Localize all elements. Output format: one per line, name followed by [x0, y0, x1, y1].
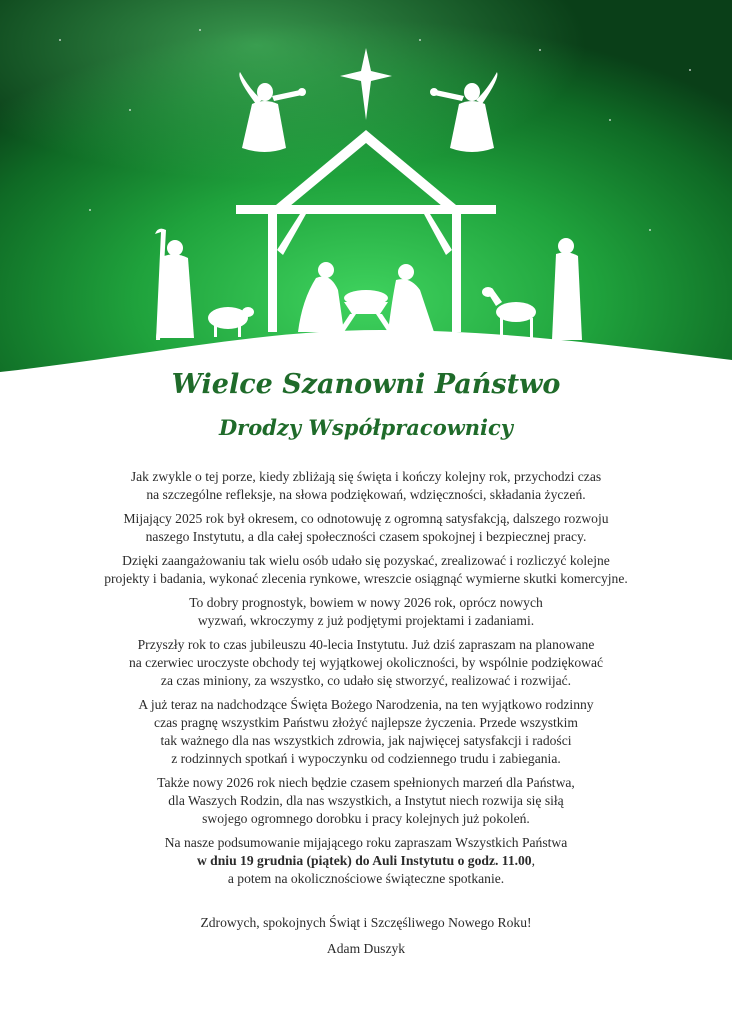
nativity-scene	[0, 0, 732, 400]
invitation-line	[40, 852, 692, 870]
paragraph-line: A już teraz na nadchodzące Święta Bożego Narodzenia, na ten wyjątkowo rodzinny	[138, 697, 594, 712]
paragraph-line: czas pragnę wszystkim Państwu złożyć najlepsze życzenia. Przede wszystkim	[154, 715, 578, 730]
paragraph	[40, 468, 692, 504]
paragraph	[40, 594, 692, 630]
closing-wishes: Zdrowych, spokojnych Świąt i Szczęśliwego Nowego Roku!	[200, 915, 532, 930]
paragraph-line: tak ważnego dla nas wszystkich zdrowia, jak najwięcej satysfakcji i radości	[160, 733, 572, 748]
paragraph-line: naszego Instytutu, a dla całej społeczności czasem spokojnej i bezpiecznej pracy.	[145, 529, 587, 544]
paragraph-line: z rodzinnych spotkań i wypoczynku od codziennego trudu i zabiegania.	[171, 751, 561, 766]
paragraph-line: na czerwiec uroczyste obchody tej wyjątkowej okoliczności, by wspólnie podziękować	[128, 655, 604, 670]
paragraph-line: projekty i badania, wykonać zlecenia rynkowe, wreszcie osiągnąć wymierne skutki komercyjne.	[104, 571, 628, 586]
paragraph-line: za czas miniony, za wszystko, co udało się stworzyć, realizować i rozwijać.	[160, 673, 572, 688]
paragraph	[40, 552, 692, 588]
paragraph	[40, 774, 692, 828]
letter	[0, 368, 732, 958]
paragraph	[40, 510, 692, 546]
paragraph-line: Przyszły rok to czas jubileuszu 40-lecia Instytutu. Już dziś zapraszam na planowane	[137, 637, 595, 652]
paragraph-line: dla Waszych Rodzin, dla nas wszystkich, a Instytut niech rozwija się siłą	[168, 793, 564, 808]
greeting-subtitle: Drodzy Współpracownicy	[218, 415, 514, 440]
letter-body	[0, 468, 732, 888]
paragraph-line: Jak zwykle o tej porze, kiedy zbliżają się święta i kończy kolejny rok, przychodzi czas	[130, 469, 602, 484]
paragraph-line: na szczególne refleksje, na słowa podziękowań, wdzięczności, składania życzeń.	[146, 487, 586, 502]
invitation-line: Na nasze podsumowanie mijającego roku zapraszam Wszystkich Państwa	[164, 835, 568, 850]
paragraph	[40, 696, 692, 768]
invitation-paragraph	[40, 834, 692, 888]
invitation-date: w dniu 19 grudnia (piątek) do Auli Instytutu o godz. 11.00	[196, 853, 532, 868]
paragraph	[40, 636, 692, 690]
paragraph-line: wyzwań, wkroczymy z już podjętymi projektami i zadaniami.	[197, 613, 535, 628]
paragraph-line: Dzięki zaangażowaniu tak wielu osób udało się pozyskać, zrealizować i rozliczyć kolejne	[122, 553, 610, 568]
invitation-comma: ,	[531, 853, 536, 868]
paragraph-line: To dobry prognostyk, bowiem w nowy 2026 rok, oprócz nowych	[189, 595, 543, 610]
greeting-title: Wielce Szanowni Państwo	[171, 369, 561, 400]
nativity-banner	[0, 0, 732, 400]
invitation-line: a potem na okolicznościowe świąteczne spotkanie.	[227, 871, 505, 886]
paragraph-line: Mijający 2025 rok był okresem, co odnotowuję z ogromną satysfakcją, dalszego rozwoju	[123, 511, 609, 526]
paragraph-line: swojego ogromnego dorobku i pracy kolejnych już pokoleń.	[202, 811, 530, 826]
paragraph-line: Także nowy 2026 rok niech będzie czasem spełnionych marzeń dla Państwa,	[157, 775, 575, 790]
signature: Adam Duszyk	[326, 941, 406, 956]
